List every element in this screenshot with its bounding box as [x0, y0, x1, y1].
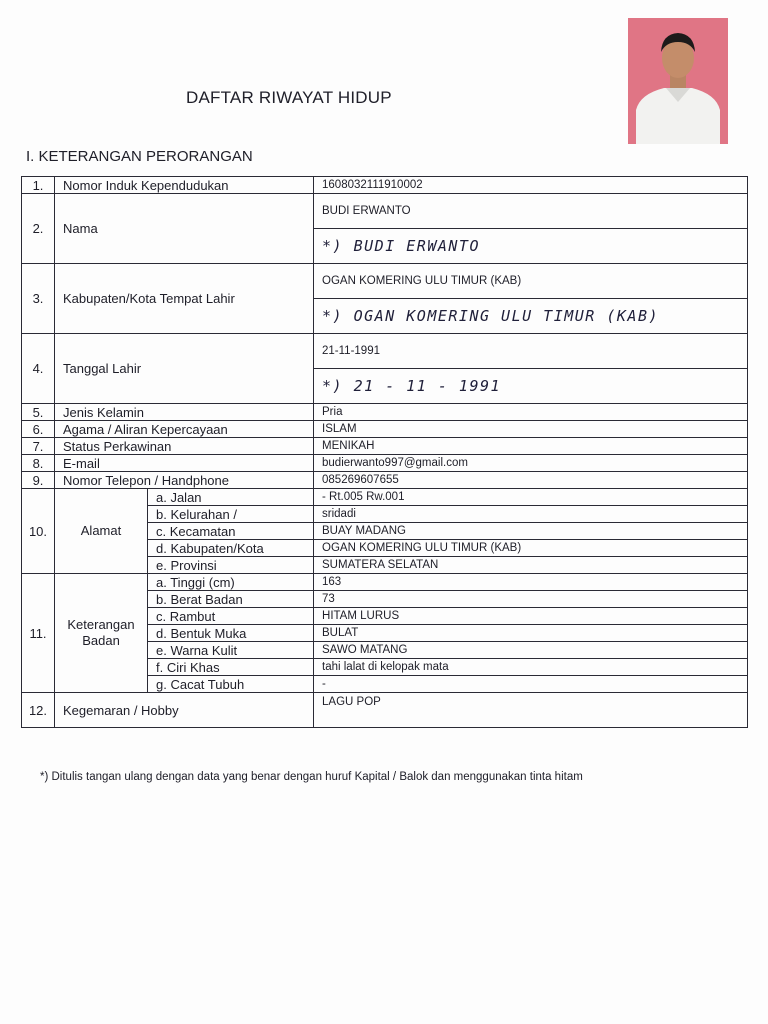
- row-number: 11.: [22, 574, 55, 693]
- row-number: 4.: [22, 334, 55, 404]
- nama-value: BUDI ERWANTO: [314, 194, 748, 229]
- table-row: [22, 177, 748, 194]
- hobby-value: LAGU POP: [314, 693, 748, 728]
- table-row: [22, 404, 748, 421]
- row-label: E-mail: [55, 455, 314, 472]
- sub-label: b. Berat Badan: [148, 591, 314, 608]
- row-label: Agama / Aliran Kepercayaan: [55, 421, 314, 438]
- sub-label: g. Cacat Tubuh: [148, 676, 314, 693]
- row-number: 10.: [22, 489, 55, 574]
- row-label: Status Perkawinan: [55, 438, 314, 455]
- row-label: Nomor Induk Kependudukan: [55, 177, 314, 194]
- table-row: [22, 472, 748, 489]
- document-title: DAFTAR RIWAYAT HIDUP: [186, 88, 392, 107]
- table-row: [22, 574, 748, 591]
- table-row: [22, 693, 748, 728]
- sub-value: - Rt.005 Rw.001: [314, 489, 748, 506]
- sub-value: BULAT: [314, 625, 748, 642]
- table-row: [22, 421, 748, 438]
- sub-value: sridadi: [314, 506, 748, 523]
- row-label: Kegemaran / Hobby: [55, 693, 314, 728]
- sub-label: e. Warna Kulit: [148, 642, 314, 659]
- row-label: Nama: [55, 194, 314, 264]
- sub-value: 73: [314, 591, 748, 608]
- jenis-kelamin-value: Pria: [314, 404, 748, 421]
- sub-label: d. Kabupaten/Kota: [148, 540, 314, 557]
- row-number: 2.: [22, 194, 55, 264]
- row-label: Kabupaten/Kota Tempat Lahir: [55, 264, 314, 334]
- profile-photo: [628, 18, 728, 144]
- nik-value: 1608032111910002: [314, 177, 748, 194]
- row-number: 6.: [22, 421, 55, 438]
- row-label: Nomor Telepon / Handphone: [55, 472, 314, 489]
- tempat-lahir-handwritten: *) OGAN KOMERING ULU TIMUR (KAB): [314, 299, 748, 334]
- section-heading: I. KETERANGAN PERORANGAN: [26, 148, 253, 165]
- sub-value: SAWO MATANG: [314, 642, 748, 659]
- table-row: [22, 438, 748, 455]
- sub-label: a. Tinggi (cm): [148, 574, 314, 591]
- sub-label: d. Bentuk Muka: [148, 625, 314, 642]
- row-number: 12.: [22, 693, 55, 728]
- agama-value: ISLAM: [314, 421, 748, 438]
- sub-value: HITAM LURUS: [314, 608, 748, 625]
- cv-table: [21, 176, 748, 728]
- tanggal-lahir-value: 21-11-1991: [314, 334, 748, 369]
- tanggal-lahir-handwritten: *) 21 - 11 - 1991: [314, 369, 748, 404]
- row-number: 9.: [22, 472, 55, 489]
- status-value: MENIKAH: [314, 438, 748, 455]
- sub-value: 163: [314, 574, 748, 591]
- sub-value: BUAY MADANG: [314, 523, 748, 540]
- table-row: [22, 489, 748, 506]
- table-row: [22, 334, 748, 369]
- row-label: Alamat: [55, 489, 148, 574]
- row-number: 1.: [22, 177, 55, 194]
- row-number: 3.: [22, 264, 55, 334]
- row-label: Tanggal Lahir: [55, 334, 314, 404]
- sub-value: SUMATERA SELATAN: [314, 557, 748, 574]
- row-label: Keterangan Badan: [55, 574, 148, 693]
- sub-value: tahi lalat di kelopak mata: [314, 659, 748, 676]
- sub-label: b. Kelurahan /: [148, 506, 314, 523]
- row-label: Jenis Kelamin: [55, 404, 314, 421]
- row-number: 5.: [22, 404, 55, 421]
- table-row: [22, 455, 748, 472]
- telepon-value: 085269607655: [314, 472, 748, 489]
- sub-value: OGAN KOMERING ULU TIMUR (KAB): [314, 540, 748, 557]
- tempat-lahir-value: OGAN KOMERING ULU TIMUR (KAB): [314, 264, 748, 299]
- sub-label: f. Ciri Khas: [148, 659, 314, 676]
- sub-label: a. Jalan: [148, 489, 314, 506]
- sub-label: c. Kecamatan: [148, 523, 314, 540]
- sub-label: c. Rambut: [148, 608, 314, 625]
- table-row: [22, 194, 748, 229]
- nama-handwritten: *) BUDI ERWANTO: [314, 229, 748, 264]
- table-row: [22, 264, 748, 299]
- sub-value: -: [314, 676, 748, 693]
- row-number: 8.: [22, 455, 55, 472]
- row-number: 7.: [22, 438, 55, 455]
- footnote: *) Ditulis tangan ulang dengan data yang benar dengan huruf Kapital / Balok dan menggunakan tinta hitam: [40, 771, 583, 783]
- email-value: budierwanto997@gmail.com: [314, 455, 748, 472]
- sub-label: e. Provinsi: [148, 557, 314, 574]
